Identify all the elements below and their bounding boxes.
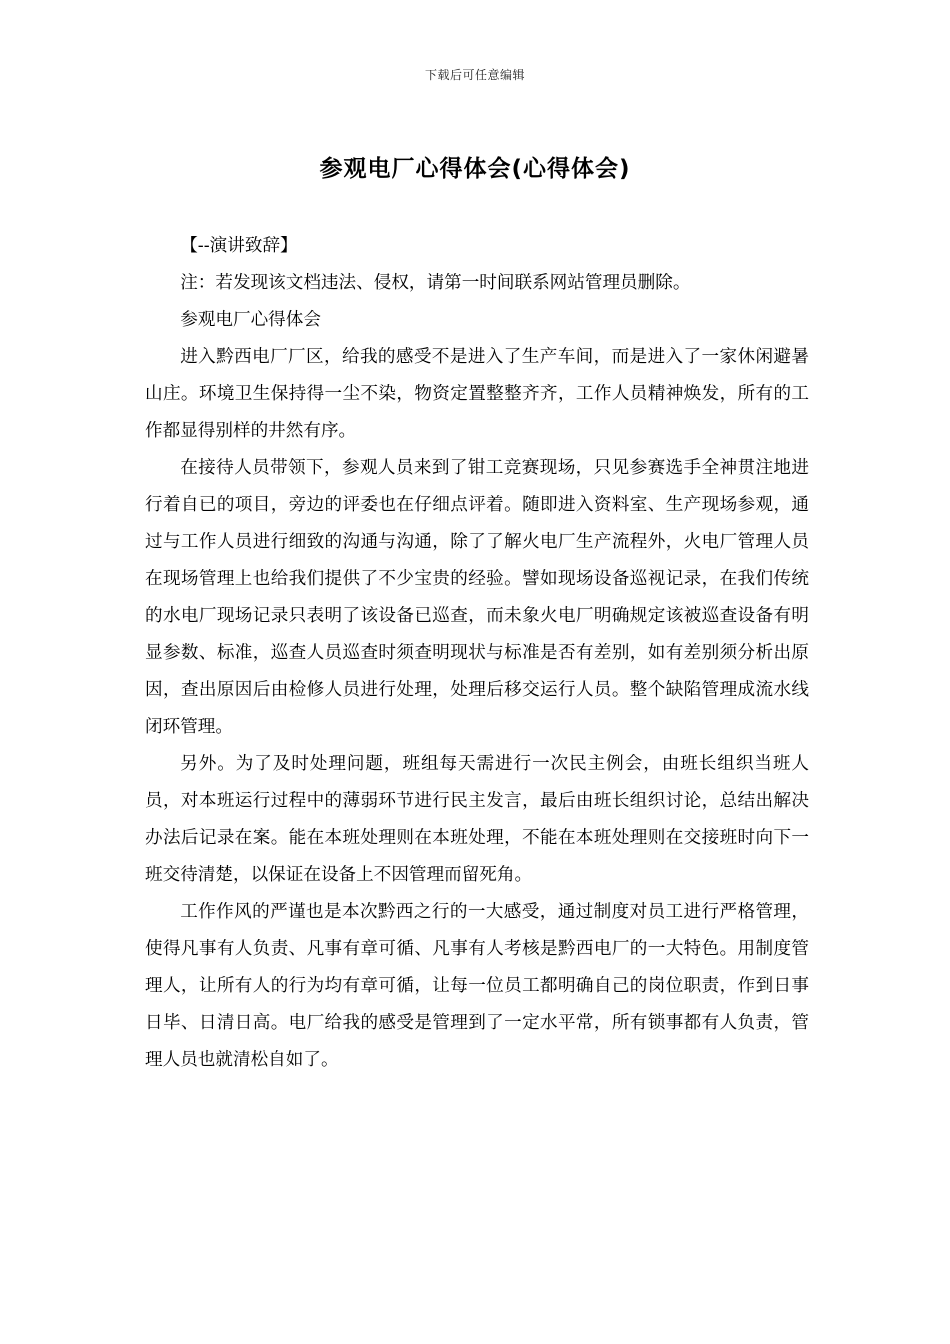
subtitle-line: 参观电厂心得体会 [180,310,321,330]
body-paragraph: 进入黔西电厂厂区，给我的感受不是进入了生产车间，而是进入了一家休闲避暑山庄。环境卫生保持得一尘不染，物资定置整整齐齐，工作人员精神焕发，所有的工作都显得别样的井然有序。 [145,347,809,441]
header-note: 下载后可任意编辑 [424,68,525,82]
body-paragraph: 工作作风的严谨也是本次黔西之行的一大感受，通过制度对员工进行严格管理，使得凡事有人负责、凡事有章可循、凡事有人考核是黔西电厂的一大特色。用制度管理人，让所有人的行为均有章可循，让每一位员工都明确自己的岗位职责，作到日事日毕、日清日高。电厂给我的感受是管理到了一定水平常，所有锁事都有人负责，管理人员也就清松自如了。 [145,902,809,1070]
body-paragraph: 另外。为了及时处理问题，班组每天需进行一次民主例会，由班长组织当班人员，对本班运行过程中的薄弱环节进行民主发言，最后由班长组织讨论，总结出解决办法后记录在案。能在本班处理则在本班处理，不能在本班处理则在交接班时向下一班交待清楚，以保证在设备上不因管理而留死角。 [145,754,809,885]
section-tag: 【--演讲致辞】 [180,236,298,256]
document-body [145,228,809,1079]
document-title: 参观电厂心得体会(心得体会) [319,156,631,182]
copyright-note: 注：若发现该文档违法、侵权，请第一时间联系网站管理员删除。 [180,273,691,293]
body-paragraph: 在接待人员带领下，参观人员来到了钳工竞赛现场，只见参赛选手全神贯注地进行着自已的项目，旁边的评委也在仔细点评着。随即进入资料室、生产现场参观，通过与工作人员进行细致的沟通与沟通，除了了解火电厂生产流程外，火电厂管理人员在现场管理上也给我们提供了不少宝贵的经验。譬如现场设备巡视记录，在我们传统的水电厂现场记录只表明了该设备已巡查，而未象火电厂明确规定该被巡查设备有明显参数、标准，巡查人员巡查时须查明现状与标准是否有差别，如有差别须分析出原因，查出原因后由检修人员进行处理，处理后移交运行人员。整个缺陷管理成流水线闭环管理。 [145,458,809,737]
